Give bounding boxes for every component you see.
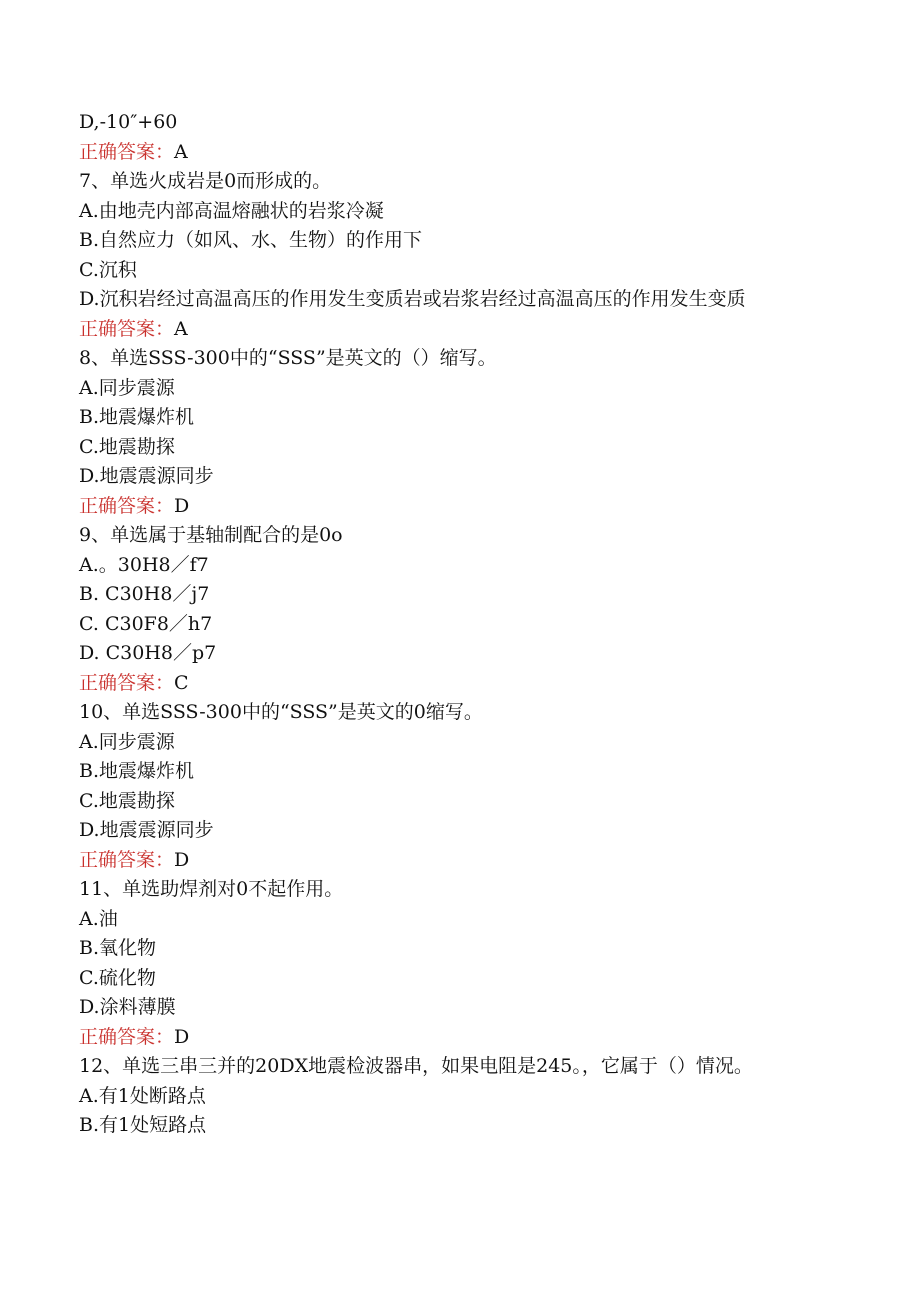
answer-value: D (174, 1025, 190, 1048)
option-text: D.沉积岩经过高温高压的作用发生变质岩或岩浆岩经过高温高压的作用发生变质 (79, 288, 746, 310)
option-text: A.油 (79, 907, 118, 930)
option-text: D,-10″+60 (79, 111, 178, 133)
option-text: B.氧化物 (79, 937, 157, 959)
option-text: B.地震爆炸机 (79, 760, 195, 782)
option-text: C.地震勘探 (79, 435, 175, 458)
option-text: C.沉积 (79, 258, 137, 281)
answer-line (79, 846, 839, 876)
answer-value: A (174, 140, 188, 163)
answer-label: 正确答案： (79, 848, 175, 871)
question-text: 11、单选助焊剂对0不起作用。 (79, 878, 344, 900)
option-text: C.地震勘探 (79, 789, 175, 812)
document-content (79, 108, 839, 1141)
option-text: D.地震震源同步 (79, 819, 214, 841)
answer-label: 正确答案： (79, 1025, 175, 1048)
question-text: 8、单选SSS-300中的“SSS”是英文的（）缩写。 (79, 347, 497, 369)
answer-line (79, 1023, 839, 1053)
option-text: B.地震爆炸机 (79, 406, 195, 428)
answer-label: 正确答案： (79, 317, 175, 340)
option-text: B.自然应力（如风、水、生物）的作用下 (79, 229, 423, 251)
option-text: A.同步震源 (79, 730, 175, 753)
answer-label: 正确答案： (79, 494, 175, 517)
answer-line (79, 315, 839, 345)
answer-label: 正确答案： (79, 140, 175, 163)
question-text: 12、单选三串三并的20DX地震检波器串，如果电阻是245。，它属于（）情况。 (79, 1055, 753, 1077)
option-text: C. C30F8／h7 (79, 612, 213, 635)
option-text: A.。30H8／f7 (79, 553, 209, 576)
answer-line (79, 138, 839, 168)
answer-value: A (174, 317, 188, 340)
question-text: 7、单选火成岩是0而形成的。 (79, 170, 332, 192)
option-text: A.由地壳内部高温熔融状的岩浆冷凝 (79, 199, 384, 222)
option-text: D.地震震源同步 (79, 465, 214, 487)
question-text: 9、单选属于基轴制配合的是0o (79, 524, 343, 546)
option-text: B. C30H8／j7 (79, 583, 210, 605)
answer-line (79, 669, 839, 699)
option-text: B.有1处短路点 (79, 1114, 207, 1136)
option-text: D.涂料薄膜 (79, 996, 176, 1018)
option-text: A.同步震源 (79, 376, 175, 399)
answer-label: 正确答案： (79, 671, 175, 694)
answer-value: D (174, 848, 190, 871)
option-text: A.有1处断路点 (79, 1084, 206, 1107)
answer-value: D (174, 494, 190, 517)
question-text: 10、单选SSS-300中的“SSS”是英文的0缩写。 (79, 701, 483, 723)
answer-line (79, 492, 839, 522)
option-text: D. C30H8／p7 (79, 642, 217, 664)
answer-value: C (174, 671, 189, 694)
option-text: C.硫化物 (79, 966, 156, 989)
